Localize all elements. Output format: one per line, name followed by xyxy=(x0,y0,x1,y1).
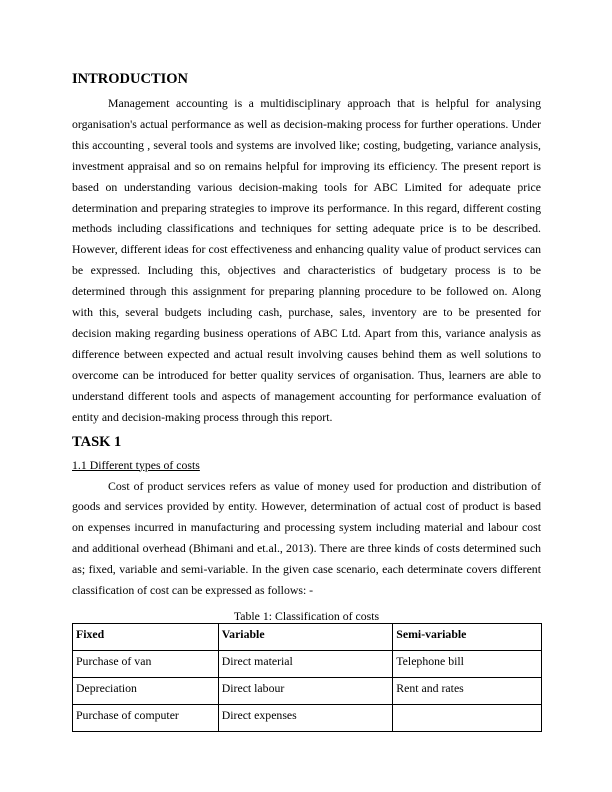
cost-classification-table xyxy=(72,623,542,732)
table-cell xyxy=(393,704,542,731)
introduction-heading: INTRODUCTION xyxy=(72,71,189,87)
table-cell: Telephone bill xyxy=(393,650,542,677)
header-semi-variable: Semi-variable xyxy=(393,623,542,650)
header-variable: Variable xyxy=(218,623,393,650)
table-row xyxy=(73,677,542,704)
table-cell: Direct material xyxy=(218,650,393,677)
table-row xyxy=(73,704,542,731)
table-cell: Purchase of computer xyxy=(73,704,219,731)
task1-paragraph: Cost of product services refers as value of money used for production and distribution of goods and services provided by entity. However, determination of actual cost of product is based on expenses incurred in manufacturing and processing system including material and labour cost and additional overhead (Bhimani and et.al., 2013). There are three kinds of costs determined such as; fixed, variable and semi-variable. In the given case scenario, each determinate covers different classification of cost can be expressed as follows: - xyxy=(72,478,541,598)
table-header-row xyxy=(73,623,542,650)
task1-heading: TASK 1 xyxy=(72,433,122,450)
table-cell: Rent and rates xyxy=(393,677,542,704)
document-page xyxy=(72,70,541,732)
table-cell: Purchase of van xyxy=(73,650,219,677)
table-cell: Direct expenses xyxy=(218,704,393,731)
header-fixed: Fixed xyxy=(73,623,219,650)
section-1-1-subheading: 1.1 Different types of costs xyxy=(72,457,200,472)
table-cell: Direct labour xyxy=(218,677,393,704)
introduction-paragraph: Management accounting is a multidisciplinary approach that is helpful for analysing organisation's actual performance as well as decision-making process for further operations. Under this accounting , several tools and systems are involved like; costing, budgeting, variance analysis, investment appraisal and so on remains helpful for improving its efficiency. The present report is based on understanding various decision-making tools for ABC Limited for adequate price determination and preparing strategies to improve its performance. In this regard, different costing methods including classifications and techniques for setting adequate price is to be described. However, different ideas for cost effectiveness and enhancing quality value of product services can be expressed. Including this, objectives and characteristics of budgetary process is to be determined through this assignment for preparing planning procedure to be followed on. Along with this, several budgets including cash, purchase, sales, inventory are to be presented for decision making regarding business operations of ABC Ltd. Apart from this, variance analysis as difference between expected and actual result involving causes behind them as well solutions to overcome can be introduced for better quality services of organisation. Thus, learners are able to understand different tools and aspects of management accounting for performance evaluation of entity and decision-making process through this report. xyxy=(72,96,541,424)
table-cell: Depreciation xyxy=(73,677,219,704)
table-caption: Table 1: Classification of costs xyxy=(233,608,380,623)
table-row xyxy=(73,650,542,677)
